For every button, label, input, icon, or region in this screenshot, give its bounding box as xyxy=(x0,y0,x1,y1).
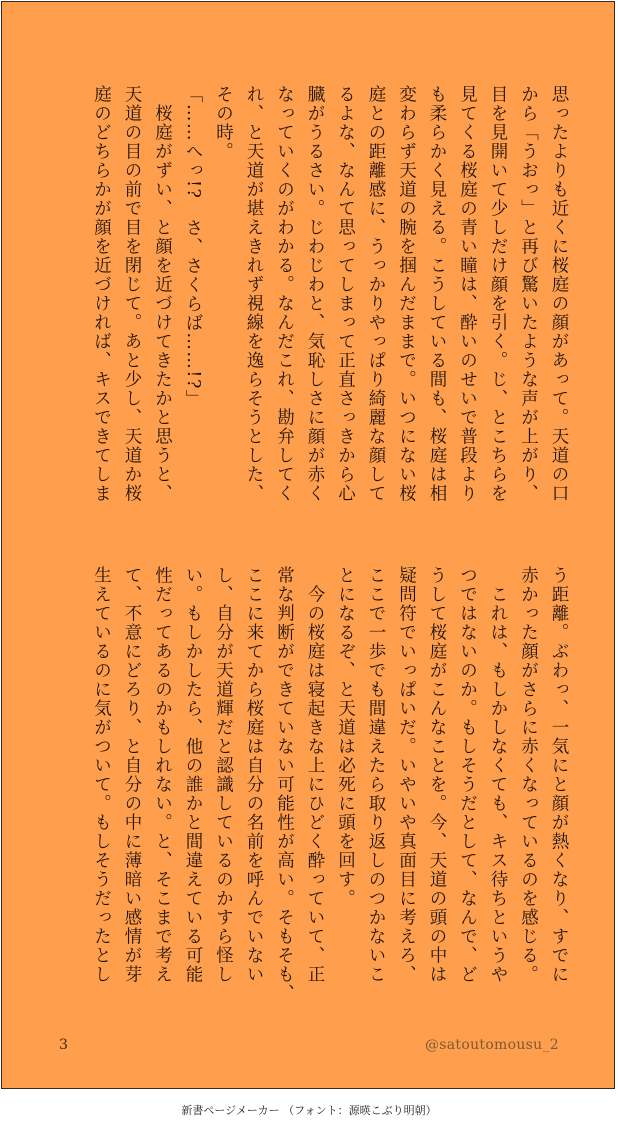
text-line: も柔らかく見える。こうしている間も、桜庭は相 xyxy=(427,85,447,503)
text-line: 庭のどちらかが顔を近づければ、キスできてしま xyxy=(91,85,112,503)
text-line: う距離。ぶわっ、一気にと顔が熱くなり、すでに xyxy=(549,566,569,984)
footer-caption: 新書ページメーカー （フォント：源暎こぶり明朝） xyxy=(181,1104,437,1117)
text-line: し、自分が天道輝だと認識しているのかすら怪し xyxy=(213,566,234,984)
text-line: 変わらず天道の腕を掴んだままで。いつにない桜 xyxy=(396,85,417,503)
text-line: 思ったよりも近くに桜庭の顔があって。天道の口 xyxy=(549,85,569,503)
text-line: 臓がうるさい。じわじわと、気恥しさに顔が赤く xyxy=(305,85,325,503)
text-line: 桜庭がずい、と顔を近づけてきたかと思うと、 xyxy=(152,85,173,503)
text-line: 疑問符でいっぱいだ。いやいや真面目に考えろ、 xyxy=(396,566,417,984)
text-line: 常な判断ができていない可能性が高い。そもそも、 xyxy=(274,566,295,1003)
text-line: なっていくのがわかる。なんだこれ、勘弁してく xyxy=(274,85,295,503)
text-line: 赤かった顔がさらに赤くなっているのを感じる。 xyxy=(518,566,539,984)
text-line: これは、もしかしなくても、キス待ちというや xyxy=(488,566,508,984)
text-line: るよな、なんて思ってしまって正直さっきから心 xyxy=(335,85,356,503)
text-line: 庭との距離感に、うっかりやっぱり綺麗な顔して xyxy=(366,85,386,503)
text-line: ここに来てから桜庭は自分の名前を呼んでいない xyxy=(244,566,264,984)
text-line: とになるぞ、と天道は必死に頭を回す。 xyxy=(335,566,356,908)
page-number: 3 xyxy=(59,1037,68,1053)
text-line: い。もしかしたら、他の誰かと間違えている可能 xyxy=(183,566,203,984)
text-line: 目を見開いて少しだけ顔を引く。じ、とこちらを xyxy=(488,85,508,503)
text-line: れ、と天道が堪えきれず視線を逸らそうとした、 xyxy=(244,85,264,503)
text-line: 性だってあるのかもしれない。と、そこまで考え xyxy=(152,566,173,984)
text-line: 「……へっ!? さ、さくらば……!?」 xyxy=(183,85,203,409)
text-line: 今の桜庭は寝起きな上にひどく酔っていて、正 xyxy=(305,566,325,984)
text-block-upper xyxy=(54,85,574,525)
book-page xyxy=(1,1,615,1089)
text-block-lower xyxy=(54,566,574,1006)
text-line: うして桜庭がこんなことを。今、天道の頭の中は xyxy=(427,566,447,984)
text-line: て、不意にどろり、と自分の中に薄暗い感情が芽 xyxy=(122,566,142,984)
text-line: 見てくる桜庭の青い瞳は、酔いのせいで普段より xyxy=(457,85,478,503)
text-line: その時。 xyxy=(213,85,234,161)
text-line: から「うおっ」と再び驚いたような声が上がり、 xyxy=(518,85,539,503)
text-line: つではないのか。もしそうだとして、なんで、ど xyxy=(457,566,478,984)
text-line: 生えているのに気がついて。もしそうだったとし xyxy=(91,566,112,984)
text-line: 天道の目の前で目を閉じて。あと少し、天道か桜 xyxy=(122,85,142,503)
author-handle: @satoutomousu_2 xyxy=(425,1037,559,1053)
text-line: ここで一歩でも間違えたら取り返しのつかないこ xyxy=(366,566,386,984)
